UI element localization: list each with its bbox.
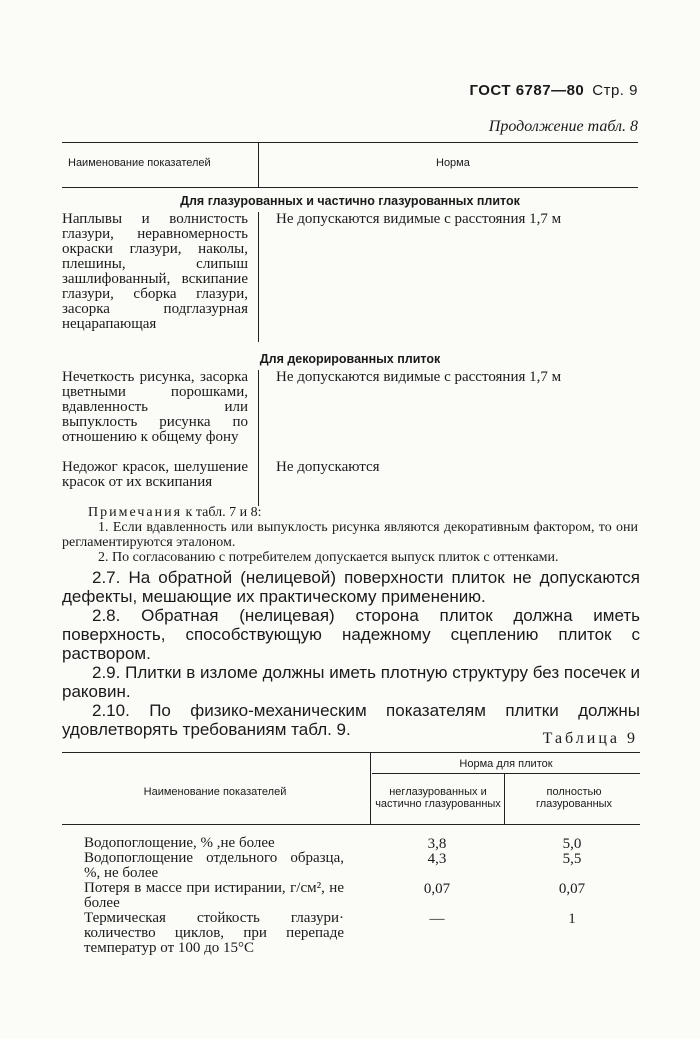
table-row-label: Водопоглощение, % ,не более — [84, 835, 275, 851]
paragraph-2-7: 2.7. На обратной (нелицевой) поверхности плиток не допускаются дефекты, мешающие их практическому применению. — [62, 568, 640, 606]
column-header-name: Наименование показателей — [143, 786, 287, 798]
table-row-label: Водопоглощение отдельного образца, %, не более — [84, 850, 344, 881]
group-header-rule — [372, 773, 640, 774]
paragraph-2-9: 2.9. Плитки в изломе должны иметь плотную структуру без посечек и раковин. — [62, 663, 640, 701]
table-notes — [62, 505, 638, 565]
gost-number: ГОСТ 6787—80 — [469, 82, 585, 99]
page-header — [469, 82, 638, 99]
column-header-unglazed: неглазурованных и частично глазурованных — [375, 786, 501, 810]
column-divider — [258, 142, 259, 187]
row-norm-glazed-defects: Не допускаются видимые с расстояния 1,7 м — [276, 211, 562, 227]
table-cell-glazed: 1 — [568, 911, 576, 927]
row-name-paint-defects: Недожог красок, шелушение красок от их вскипания — [62, 459, 248, 490]
row-name-pattern-defects: Нечеткость рисунка, засорка цветными порошками, вдавленность или выпуклость рисунка по отношению к общему фону — [62, 369, 248, 445]
column-divider — [258, 212, 259, 342]
table-cell-glazed: 5,0 — [562, 836, 582, 852]
section-title-decorated: Для декорированных плиток — [259, 352, 441, 366]
row-name-glazed-defects: Наплывы и волнистость глазури, неравномерность окраски глазури, наколы, плешины, слипыш зашлифованный, вскипание глазури, сборка глазури, засорка подглазурная нецарапающая — [62, 211, 248, 332]
body-text — [62, 568, 640, 739]
table-9-caption: Таблица 9 — [542, 730, 638, 747]
column-header-glazed: полностью глазурованных — [535, 786, 613, 810]
table-top-rule — [62, 752, 640, 753]
column-header-norm: Норма — [436, 157, 470, 169]
note-item: 1. Если вдавленность или выпуклость рисунка являются декоративным фактором, то они регламентируются эталоном. — [62, 520, 638, 550]
section-title-glazed: Для глазурованных и частично глазурованных плиток — [180, 194, 520, 208]
paragraph-2-10: 2.10. По физико-механическим показателям плитки должны удовлетворять требованиям табл. 9. — [62, 701, 640, 739]
table-continuation-label: Продолжение табл. 8 — [488, 118, 638, 135]
table-cell-unglazed: 0,07 — [423, 881, 451, 897]
table-9 — [62, 752, 640, 1012]
paragraph-2-8: 2.8. Обратная (нелицевая) сторона плиток должна иметь поверхность, способствующую надежному сцеплению плиток с раствором. — [62, 606, 640, 663]
column-header-name: Наименование показателей — [68, 157, 211, 169]
column-divider — [504, 773, 505, 824]
notes-heading — [62, 505, 638, 520]
table-cell-glazed: 5,5 — [562, 851, 582, 867]
table-cell-unglazed: 4,3 — [427, 851, 447, 867]
table-row-label: Термическая стойкость глазури· количество циклов, при перепаде температур от 100 до 15°С — [84, 910, 344, 956]
table-header — [62, 143, 638, 187]
column-divider — [370, 752, 371, 824]
table-cell-unglazed: — — [429, 911, 445, 927]
notes-title-suffix: к табл. 7 и 8: — [182, 505, 262, 520]
row-norm-paint-defects: Не допускаются — [276, 459, 380, 475]
table-header-rule — [62, 824, 640, 825]
page-number: Стр. 9 — [592, 82, 638, 99]
note-item: 2. По согласованию с потребителем допускается выпуск плиток с оттенками. — [98, 550, 559, 565]
table-cell-glazed: 0,07 — [558, 881, 586, 897]
row-norm-pattern-defects: Не допускаются видимые с расстояния 1,7 м — [276, 369, 562, 385]
column-divider — [258, 370, 259, 506]
notes-title: Примечания — [88, 505, 183, 520]
table-8 — [62, 142, 638, 490]
table-header-rule — [62, 187, 638, 188]
table-cell-unglazed: 3,8 — [427, 836, 447, 852]
table-row-label: Потеря в массе при истирании, г/см², не более — [84, 880, 344, 911]
column-header-group: Норма для плиток — [459, 758, 553, 770]
